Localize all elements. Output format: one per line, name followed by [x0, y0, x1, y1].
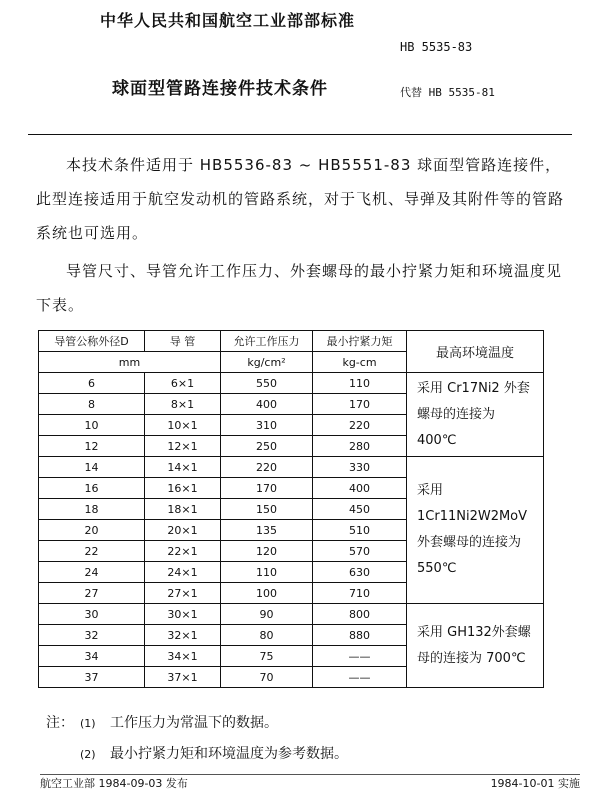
issuing-organization: 中华人民共和国航空工业部部标准 [100, 11, 356, 30]
note-1-text: 工作压力为常温下的数据。 [110, 715, 278, 731]
cell-pressure: 90 [221, 604, 313, 625]
cell-pipe: 37×1 [145, 667, 221, 688]
unit-torque: kg-cm [313, 352, 407, 373]
cell-d: 18 [39, 499, 145, 520]
footer [40, 774, 580, 790]
cell-pipe: 22×1 [145, 541, 221, 562]
cell-pressure: 135 [221, 520, 313, 541]
cell-pressure: 550 [221, 373, 313, 394]
note-2 [46, 739, 348, 770]
table-header-row [39, 331, 544, 352]
cell-pressure: 120 [221, 541, 313, 562]
notes [46, 708, 348, 770]
note-2-number: (2) [80, 748, 96, 761]
note-2-text: 最小拧紧力矩和环境温度为参考数据。 [110, 746, 348, 762]
cell-pipe: 14×1 [145, 457, 221, 478]
cell-d: 14 [39, 457, 145, 478]
cell-torque: 710 [313, 583, 407, 604]
cell-torque: —— [313, 667, 407, 688]
cell-pressure: 400 [221, 394, 313, 415]
footer-issued: 航空工业部 1984-09-03 发布 [40, 777, 188, 790]
cell-pipe: 20×1 [145, 520, 221, 541]
scope-paragraph: 本技术条件适用于 HB5536-83 ~ HB5551-83 球面型管路连接件，此型连接适用于航空发动机的管路系统，对于飞机、导弹及其附件等的管路系统也可选用。 [36, 156, 565, 242]
table-row [39, 373, 544, 394]
cell-d: 24 [39, 562, 145, 583]
cell-pressure: 70 [221, 667, 313, 688]
cell-torque: 280 [313, 436, 407, 457]
cell-pipe: 16×1 [145, 478, 221, 499]
col-header-diameter: 导管公称外径D [39, 331, 145, 352]
cell-pipe: 6×1 [145, 373, 221, 394]
cell-torque: 220 [313, 415, 407, 436]
unit-mm: mm [39, 352, 221, 373]
cell-pipe: 10×1 [145, 415, 221, 436]
col-header-pressure: 允许工作压力 [221, 331, 313, 352]
col-header-torque: 最小拧紧力矩 [313, 331, 407, 352]
cell-d: 27 [39, 583, 145, 604]
cell-d: 22 [39, 541, 145, 562]
unit-pressure: kg/cm² [221, 352, 313, 373]
note-1-number: (1) [80, 717, 96, 730]
cell-torque: —— [313, 646, 407, 667]
replaces-standard: 代替 HB 5535-81 [400, 86, 495, 99]
cell-pressure: 250 [221, 436, 313, 457]
cell-pipe: 34×1 [145, 646, 221, 667]
cell-pressure: 310 [221, 415, 313, 436]
table-row [39, 604, 544, 625]
cell-pressure: 80 [221, 625, 313, 646]
cell-d: 12 [39, 436, 145, 457]
cell-torque: 510 [313, 520, 407, 541]
footer-effective: 1984-10-01 实施 [490, 777, 580, 790]
cell-pressure: 150 [221, 499, 313, 520]
cell-torque: 330 [313, 457, 407, 478]
cell-pressure: 75 [221, 646, 313, 667]
cell-d: 34 [39, 646, 145, 667]
table-row [39, 457, 544, 478]
cell-pressure: 170 [221, 478, 313, 499]
cell-d: 8 [39, 394, 145, 415]
notes-label: 注： [46, 715, 74, 731]
cell-d: 10 [39, 415, 145, 436]
cell-pipe: 24×1 [145, 562, 221, 583]
cell-temperature-group-3: 采用 GH132外套螺母的连接为 700℃ [407, 604, 544, 688]
document-title: 球面型管路连接件技术条件 [112, 79, 328, 99]
standard-code: HB 5535-83 [400, 40, 473, 54]
cell-pipe: 18×1 [145, 499, 221, 520]
cell-d: 20 [39, 520, 145, 541]
spec-table [38, 330, 544, 688]
cell-pipe: 27×1 [145, 583, 221, 604]
cell-pressure: 100 [221, 583, 313, 604]
cell-torque: 630 [313, 562, 407, 583]
note-1 [46, 708, 348, 739]
header-divider [28, 134, 572, 135]
cell-pipe: 32×1 [145, 625, 221, 646]
cell-torque: 880 [313, 625, 407, 646]
table-intro-paragraph: 导管尺寸、导管允许工作压力、外套螺母的最小拧紧力矩和环境温度见下表。 [36, 262, 563, 314]
cell-temperature-group-2: 采用 1Cr11Ni2W2MoV 外套螺母的连接为 550℃ [407, 457, 544, 604]
cell-pressure: 110 [221, 562, 313, 583]
col-header-pipe: 导 管 [145, 331, 221, 352]
cell-d: 6 [39, 373, 145, 394]
cell-torque: 400 [313, 478, 407, 499]
cell-d: 30 [39, 604, 145, 625]
cell-d: 37 [39, 667, 145, 688]
cell-torque: 570 [313, 541, 407, 562]
cell-pipe: 8×1 [145, 394, 221, 415]
cell-torque: 450 [313, 499, 407, 520]
cell-d: 32 [39, 625, 145, 646]
cell-torque: 170 [313, 394, 407, 415]
cell-pipe: 30×1 [145, 604, 221, 625]
cell-temperature-group-1: 采用 Cr17Ni2 外套螺母的连接为400℃ [407, 373, 544, 457]
cell-torque: 110 [313, 373, 407, 394]
cell-pressure: 220 [221, 457, 313, 478]
cell-d: 16 [39, 478, 145, 499]
col-header-temperature: 最高环境温度 [407, 331, 544, 373]
cell-pipe: 12×1 [145, 436, 221, 457]
cell-torque: 800 [313, 604, 407, 625]
